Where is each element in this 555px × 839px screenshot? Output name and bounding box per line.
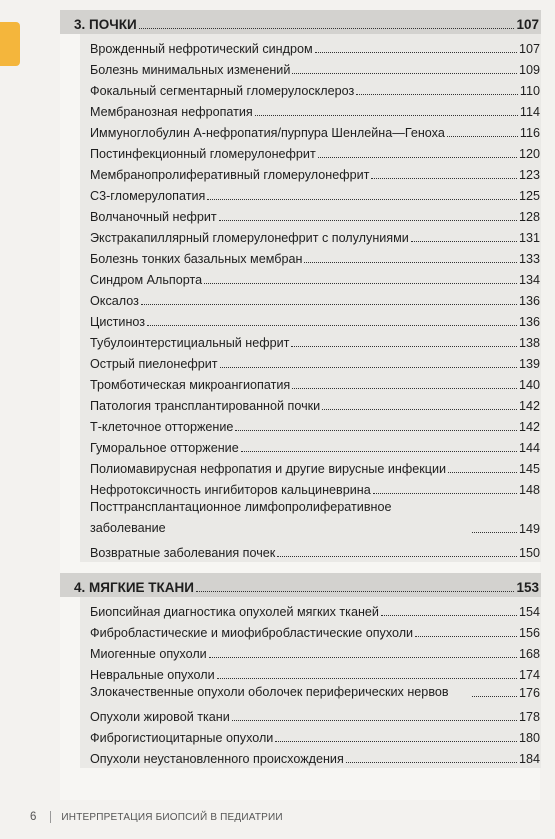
entry-title: Волчаночный нефрит (90, 210, 217, 224)
entry-page-number: 136 (518, 294, 540, 308)
dot-leader (371, 178, 517, 179)
entry-page-number: 176 (518, 686, 540, 700)
entry-page-number: 150 (518, 546, 540, 560)
entry-title: Оксалоз (90, 294, 139, 308)
toc-entry[interactable] (90, 35, 541, 56)
entry-page-number: 138 (518, 336, 540, 350)
dot-leader (346, 762, 517, 763)
entry-page-number: 114 (519, 105, 540, 119)
entry-page-number: 134 (518, 273, 540, 287)
dot-leader (472, 696, 517, 697)
toc-entry[interactable] (90, 350, 541, 371)
dot-leader (275, 741, 517, 742)
entry-page-number: 140 (518, 378, 540, 392)
toc-entry[interactable] (90, 245, 541, 266)
dot-leader (318, 157, 517, 158)
chapter-tab-marker (0, 22, 20, 66)
toc-entry[interactable] (90, 745, 541, 766)
dot-leader (356, 94, 518, 95)
toc-entry[interactable] (90, 182, 541, 203)
entry-page-number: 110 (519, 84, 540, 98)
entry-page-number: 149 (518, 522, 540, 536)
entry-page-number: 156 (518, 626, 540, 640)
entry-title: Посттрансплантационное лимфопролиферативное заболевание (90, 500, 392, 535)
entry-page-number: 133 (518, 252, 540, 266)
dot-leader (277, 556, 517, 557)
dot-leader (196, 591, 514, 592)
entry-title: Патология трансплантированной почки (90, 399, 321, 413)
toc-entry[interactable] (90, 724, 541, 745)
entry-page-number: 139 (518, 357, 540, 371)
dot-leader (291, 346, 517, 347)
toc-entry[interactable] (90, 413, 541, 434)
entry-page-number: 120 (518, 147, 540, 161)
toc-entry[interactable] (90, 98, 541, 119)
dot-leader (381, 615, 517, 616)
entry-page-number: 128 (518, 210, 540, 224)
section-title: 4. МЯГКИЕ ТКАНИ (74, 580, 194, 595)
entry-title: Мембранозная нефропатия (90, 105, 253, 119)
entry-page-number: 116 (519, 126, 540, 140)
entry-title: Фокальный сегментарный гломерулосклероз (90, 84, 355, 98)
entry-page-number: 136 (518, 315, 540, 329)
toc-entry[interactable] (90, 56, 541, 77)
entry-title: Опухоли жировой ткани (90, 710, 230, 724)
dot-leader (207, 199, 517, 200)
dot-leader (209, 657, 517, 658)
entry-title: С3-гломерулопатия (90, 189, 206, 203)
entry-title: Цистиноз (90, 315, 146, 329)
dot-leader (304, 262, 517, 263)
toc-entry[interactable] (90, 77, 541, 98)
entry-title: Болезнь тонких базальных мембран (90, 252, 303, 266)
entry-title: Тубулоинтерстициальный нефрит (90, 336, 290, 350)
toc-section (60, 10, 541, 562)
toc-entry[interactable] (90, 224, 541, 245)
dot-leader (255, 115, 518, 116)
toc-entry[interactable] (90, 161, 541, 182)
entry-page-number: 174 (518, 668, 540, 682)
dot-leader (448, 472, 517, 473)
toc-entry[interactable] (90, 266, 541, 287)
toc-entry[interactable] (90, 455, 541, 476)
toc-entry[interactable] (90, 619, 541, 640)
dot-leader (204, 283, 517, 284)
section-title: 3. ПОЧКИ (74, 17, 137, 32)
entry-title: Полиомавирусная нефропатия и другие вирусные инфекции (90, 462, 447, 476)
page-footer (30, 811, 283, 823)
toc-entry[interactable] (90, 392, 541, 413)
dot-leader (292, 73, 517, 74)
entry-title: Острый пиелонефрит (90, 357, 218, 371)
entry-title: Иммуноглобулин А-нефропатия/пурпура Шенлейна—Геноха (90, 126, 445, 140)
dot-leader (241, 451, 517, 452)
entry-title: Опухоли неустановленного происхождения (90, 752, 344, 766)
toc-entry[interactable] (90, 682, 541, 703)
toc-entry[interactable] (90, 287, 541, 308)
toc-entry[interactable] (90, 476, 541, 497)
entry-title: Невральные опухоли (90, 668, 215, 682)
dot-leader (292, 388, 517, 389)
entry-title: Нефротоксичность ингибиторов кальциневрина (90, 483, 371, 497)
dot-leader (315, 52, 517, 53)
toc-entry[interactable] (90, 308, 541, 329)
toc-entry[interactable] (90, 140, 541, 161)
entry-page-number: 148 (518, 483, 540, 497)
section-page-number: 153 (516, 580, 539, 595)
dot-leader (373, 493, 517, 494)
dot-leader (220, 367, 517, 368)
section-header[interactable] (60, 10, 541, 34)
dot-leader (411, 241, 517, 242)
toc-entry[interactable] (90, 539, 541, 560)
entry-page-number: 154 (518, 605, 540, 619)
dot-leader (219, 220, 517, 221)
entry-title: Злокачественные опухоли оболочек периферических нервов (90, 685, 449, 699)
dot-leader (217, 678, 517, 679)
section-page-number: 107 (516, 17, 539, 32)
toc-entry[interactable] (90, 119, 541, 140)
entry-page-number: 142 (518, 399, 540, 413)
entry-page-number: 131 (518, 231, 540, 245)
entry-title: Возвратные заболевания почек (90, 546, 276, 560)
toc-entry[interactable] (90, 497, 541, 539)
page-number: 6 (30, 811, 37, 823)
toc-entry[interactable] (90, 434, 541, 455)
entry-page-number: 180 (518, 731, 540, 745)
toc-entry[interactable] (90, 203, 541, 224)
dot-leader (141, 304, 517, 305)
entry-page-number: 144 (518, 441, 540, 455)
entry-title: Постинфекционный гломерулонефрит (90, 147, 316, 161)
entry-title: Фибробластические и миофибробластические опухоли (90, 626, 414, 640)
toc-entry[interactable] (90, 661, 541, 682)
toc-entry[interactable] (90, 703, 541, 724)
toc-entry[interactable] (90, 329, 541, 350)
entry-page-number: 145 (518, 462, 540, 476)
table-of-contents (60, 10, 541, 779)
dot-leader (472, 532, 517, 533)
entry-title: Врожденный нефротический синдром (90, 42, 313, 56)
dot-leader (147, 325, 517, 326)
toc-entry[interactable] (90, 598, 541, 619)
entry-title: Экстракапиллярный гломерулонефрит с полулуниями (90, 231, 409, 245)
entry-title: Т-клеточное отторжение (90, 420, 234, 434)
entry-page-number: 125 (518, 189, 540, 203)
dot-leader (232, 720, 517, 721)
entry-page-number: 109 (518, 63, 540, 77)
entry-page-number: 184 (518, 752, 540, 766)
entry-title: Тромботическая микроангиопатия (90, 378, 291, 392)
entry-title: Болезнь минимальных изменений (90, 63, 291, 77)
dot-leader (322, 409, 517, 410)
section-entries (80, 597, 541, 768)
dot-leader (235, 430, 517, 431)
entry-title: Фиброгистиоцитарные опухоли (90, 731, 274, 745)
footer-divider (50, 811, 51, 823)
entry-page-number: 142 (518, 420, 540, 434)
entry-title: Миогенные опухоли (90, 647, 207, 661)
section-entries (80, 34, 541, 562)
entry-title: Синдром Альпорта (90, 273, 203, 287)
running-title: ИНТЕРПРЕТАЦИЯ БИОПСИЙ В ПЕДИАТРИИ (61, 811, 283, 823)
entry-page-number: 178 (518, 710, 540, 724)
entry-page-number: 123 (518, 168, 540, 182)
toc-entry[interactable] (90, 640, 541, 661)
toc-section (60, 573, 541, 768)
entry-title: Биопсийная диагностика опухолей мягких тканей (90, 605, 379, 619)
entry-title: Гуморальное отторжение (90, 441, 239, 455)
entry-title: Мембранопролиферативный гломерулонефрит (90, 168, 370, 182)
dot-leader (139, 28, 515, 29)
entry-page-number: 107 (518, 42, 540, 56)
dot-leader (415, 636, 517, 637)
section-header[interactable] (60, 573, 541, 597)
toc-entry[interactable] (90, 371, 541, 392)
entry-page-number: 168 (518, 647, 540, 661)
dot-leader (447, 136, 518, 137)
